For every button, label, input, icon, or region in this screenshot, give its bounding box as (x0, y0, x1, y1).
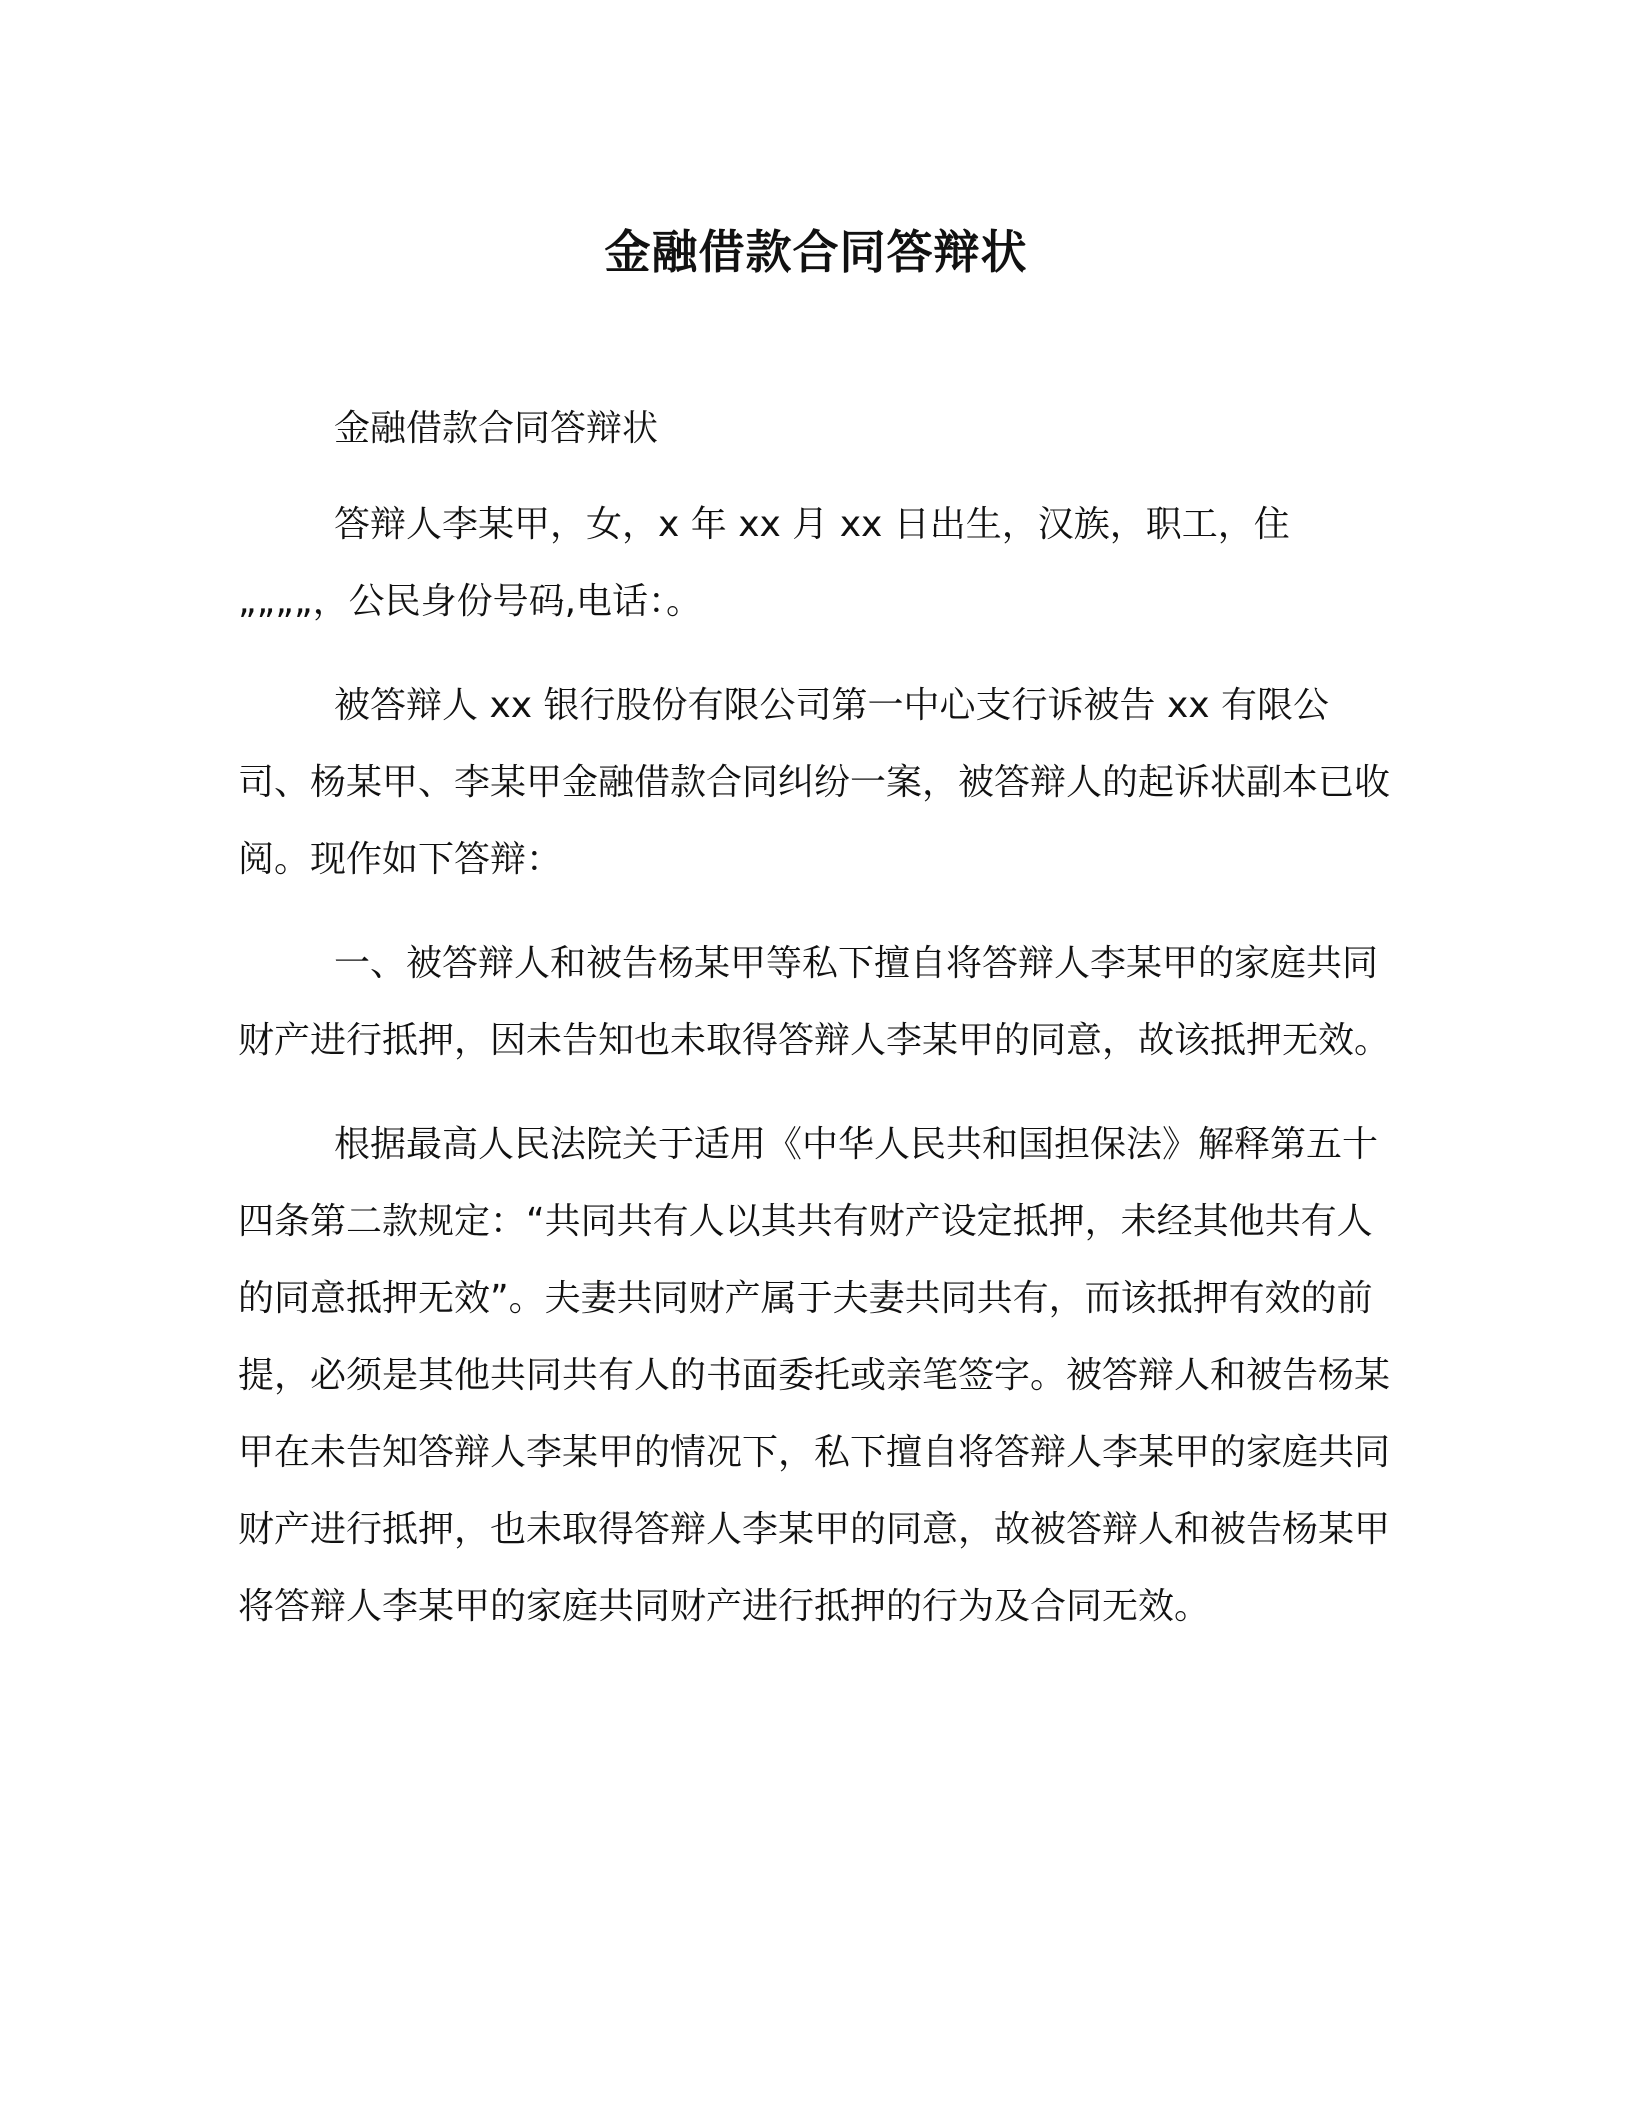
paragraph-point-one: 一、被答辩人和被告杨某甲等私下擅自将答辩人李某甲的家庭共同财产进行抵押，因未告知也未取得答辩人李某甲的同意，故该抵押无效。 (238, 943, 1391, 1061)
paragraph-respondent-info: 答辩人李某甲，女，x 年 xx 月 xx 日出生，汉族，职工，住„„„„，公民身份号码,电话：。 (238, 504, 1290, 622)
document-title: 金融借款合同答辩状 (604, 225, 1028, 279)
paragraph-subtitle: 金融借款合同答辩状 (334, 408, 659, 449)
paragraph-case-intro: 被答辩人 xx 银行股份有限公司第一中心支行诉被告 xx 有限公司、杨某甲、李某甲金融借款合同纠纷一案，被答辩人的起诉状副本已收阅。现作如下答辩： (238, 685, 1391, 880)
paragraph-legal-basis: 根据最高人民法院关于适用《中华人民共和国担保法》解释第五十四条第二款规定：“共同共有人以其共有财产设定抵押，未经其他共有人的同意抵押无效”。夫妻共同财产属于夫妻共同共有，而该抵押有效的前提，必须是其他共同共有人的书面委托或亲笔签字。被答辩人和被告杨某甲在未告知答辩人李某甲的情况下，私下擅自将答辩人李某甲的家庭共同财产进行抵押，也未取得答辩人李某甲的同意，故被答辩人和被告杨某甲将答辩人李某甲的家庭共同财产进行抵押的行为及合同无效。 (238, 1124, 1391, 1627)
document-body (238, 390, 1396, 1645)
